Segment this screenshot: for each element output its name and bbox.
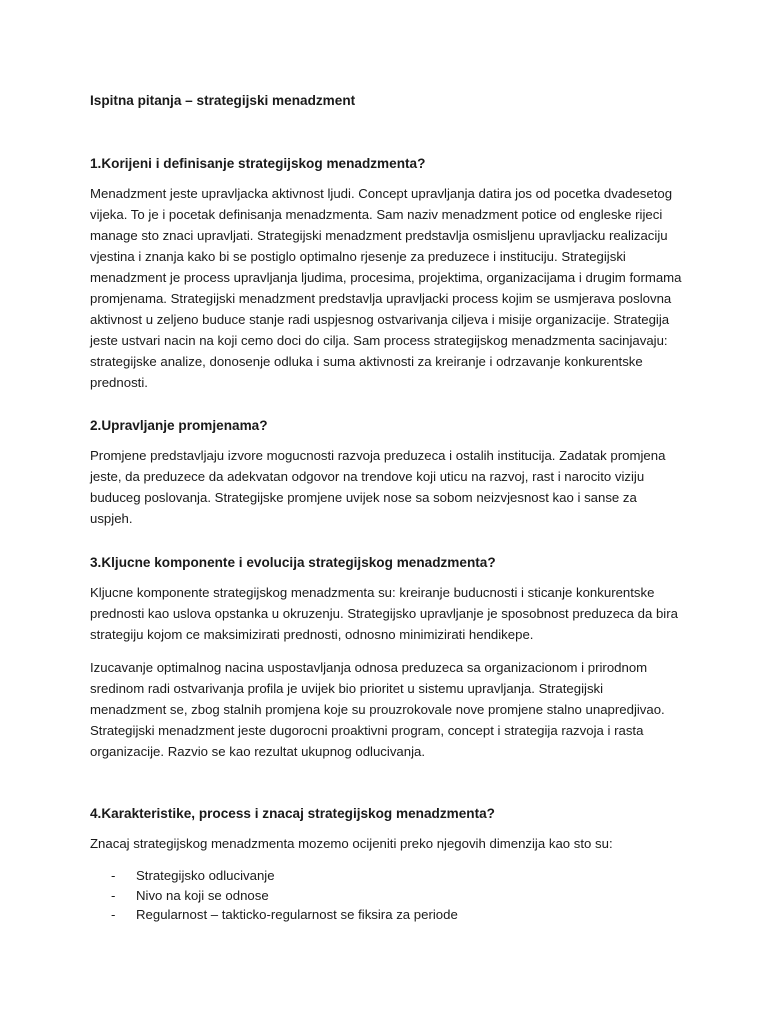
section-characteristics (90, 806, 682, 925)
list-dash: - (111, 868, 116, 883)
section-heading: 3.Kljucne komponente i evolucija strategijskog menadzmenta? (90, 555, 496, 570)
document-title: Ispitna pitanja – strategijski menadzment (90, 93, 356, 108)
list-dash: - (111, 887, 116, 903)
section-heading: 4.Karakteristike, process i znacaj strategijskog menadzmenta? (90, 806, 495, 821)
list-dash: - (111, 907, 116, 922)
list-item (90, 866, 682, 886)
section-change-management (90, 418, 682, 529)
dimensions-list (90, 866, 682, 925)
list-item (90, 905, 682, 925)
list-item (90, 886, 682, 906)
list-item-text: Strategijsko odlucivanje (136, 868, 275, 883)
section-paragraph: Izucavanje optimalnog nacina uspostavljanja odnosa preduzeca sa organizacionom i prirodnom sredinom radi ostvarivanja profila je uvijek bio prioritet u sistemu upravljanja. Strategijski menadzment se, zbog stalnih promjena koje su prouzrokovale nove promjene stalno unapredjivao. Strategijski menadzment jeste dugorocni proaktivni program, concept i strategija razvoja i rasta organizacije. Razvio se kao rezultat ukupnog odlucivanja. (90, 660, 665, 759)
section-key-components (90, 555, 682, 762)
section-paragraph: Menadzment jeste upravljacka aktivnost ljudi. Concept upravljanja datira jos od pocetka dvadesetog vijeka. To je i pocetak definisanja menadzmenta. Sam naziv menadzment potice od engleske rijeci manage sto znaci upravljati. Strategijski menadzment predstavlja osmisljenu upravljacku realizaciju vjestina i znanja kako bi se postiglo optimalno rjesenje za preduzece i instituciju. Strategijski menadzment je process upravljanja ljudima, procesima, projektima, organizacijama i drugim formama promjenama. Strategijski menadzment predstavlja upravljacki process kojim se usmjerava poslovna aktivnost u zeljeno buduce stanje radi uspjesnog ostvarivanja ciljeva i misije organizacije. Strategija jeste ustvari nacin na koji cemo doci do cilja. Sam process strategijskog menadzmenta sacinjavaju: strategijske analize, donosenje odluka i suma aktivnosti za kreiranje i odrzavanje konkurentske prednosti. (90, 186, 682, 390)
section-paragraph: Znacaj strategijskog menadzmenta mozemo ocijeniti preko njegovih dimenzija kao sto su: (90, 836, 613, 851)
section-paragraph: Kljucne komponente strategijskog menadzmenta su: kreiranje buducnosti i sticanje konkurentske prednosti kao uslova opstanka u okruzenju. Strategijsko upravljanje je sposobnost preduzeca da bira strategiju kojom ce maksimizirati prednosti, odnosno minimizirati hendikepe. (90, 585, 678, 642)
section-roots-and-definition (90, 156, 682, 393)
list-item-text: Nivo na koji se odnose (136, 887, 269, 903)
section-paragraph: Promjene predstavljaju izvore mogucnosti razvoja preduzeca i ostalih institucija. Zadatak promjena jeste, da preduzece da adekvatan odgovor na trendove koji uticu na razvoj, rast i narocito viziju buduceg poslovanja. Strategijske promjene uvijek nose sa sobom neizvjesnost kao i sanse za uspjeh. (90, 448, 666, 526)
section-heading: 2.Upravljanje promjenama? (90, 418, 268, 433)
section-heading: 1.Korijeni i definisanje strategijskog menadzmenta? (90, 156, 426, 171)
list-item-text: Regularnost – takticko-regularnost se fiksira za periode (136, 907, 458, 922)
